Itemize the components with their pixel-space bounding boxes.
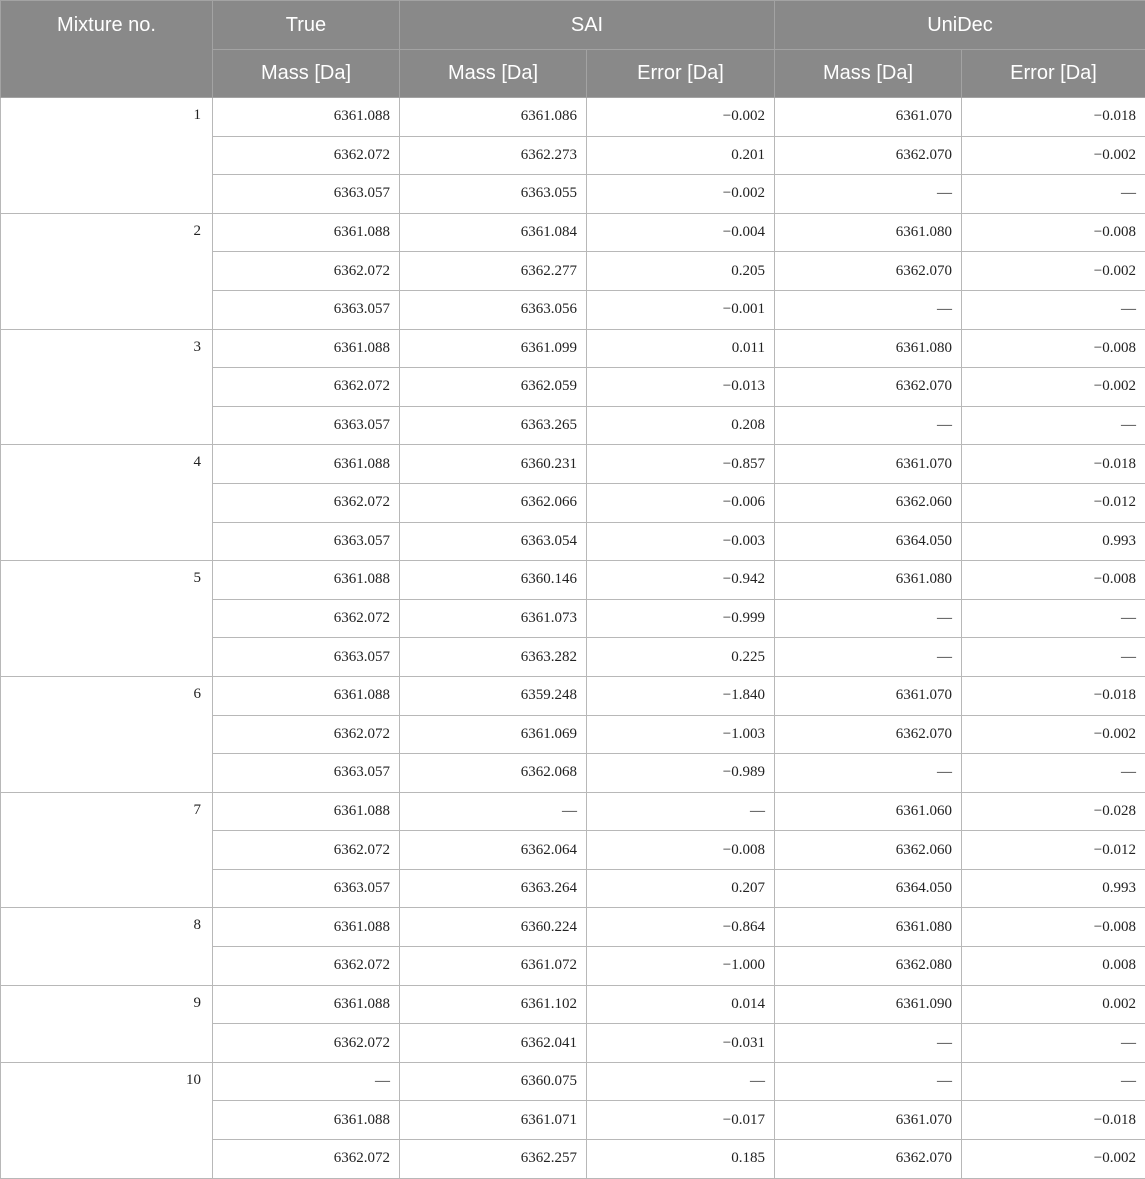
sai-error-cell: 0.014 [587,985,775,1024]
unidec-mass-cell: 6361.080 [775,561,962,600]
true-mass-cell: 6361.088 [213,213,400,252]
unidec-error-cell: −0.008 [962,329,1145,368]
table-row [1,213,1145,252]
unidec-error-cell: — [962,290,1145,329]
sai-mass-cell: 6362.064 [400,831,587,870]
true-mass-cell: — [213,1062,400,1101]
sai-error-cell: −0.008 [587,831,775,870]
mixture-number-cell: 5 [1,561,213,677]
sai-error-cell: −0.942 [587,561,775,600]
table-row [1,676,1145,715]
true-mass-cell: 6361.088 [213,985,400,1024]
true-mass-cell: 6363.057 [213,406,400,445]
sai-mass-cell: 6361.102 [400,985,587,1024]
mixture-number-cell: 2 [1,213,213,329]
unidec-mass-cell: — [775,290,962,329]
sai-mass-cell: 6362.066 [400,483,587,522]
sai-error-cell: — [587,792,775,831]
unidec-error-cell: — [962,175,1145,214]
unidec-error-cell: — [962,1062,1145,1101]
table-row [1,1062,1145,1101]
sai-mass-cell: 6363.282 [400,638,587,677]
unidec-error-cell: −0.008 [962,213,1145,252]
sai-mass-cell: 6361.073 [400,599,587,638]
sai-mass-cell: 6361.072 [400,947,587,986]
sai-mass-cell: 6360.224 [400,908,587,947]
table-row [1,98,1145,137]
sai-error-cell: −0.004 [587,213,775,252]
unidec-mass-cell: 6361.080 [775,329,962,368]
sai-mass-cell: 6363.265 [400,406,587,445]
unidec-error-cell: −0.008 [962,908,1145,947]
mixture-number-cell: 3 [1,329,213,445]
unidec-mass-cell: 6361.090 [775,985,962,1024]
sai-error-cell: −0.006 [587,483,775,522]
unidec-mass-cell: 6361.070 [775,98,962,137]
header-unidec-mass: Mass [Da] [775,50,962,98]
mixture-number-cell: 7 [1,792,213,908]
sai-error-cell: 0.201 [587,136,775,175]
sai-error-cell: — [587,1062,775,1101]
unidec-mass-cell: 6362.080 [775,947,962,986]
true-mass-cell: 6361.088 [213,792,400,831]
true-mass-cell: 6361.088 [213,445,400,484]
sai-error-cell: 0.011 [587,329,775,368]
unidec-error-cell: — [962,754,1145,793]
table-row [1,445,1145,484]
sai-error-cell: 0.185 [587,1140,775,1179]
mixture-number-cell: 9 [1,985,213,1062]
sai-mass-cell: 6363.055 [400,175,587,214]
sai-mass-cell: 6363.264 [400,869,587,908]
table-row [1,792,1145,831]
sai-mass-cell: 6361.071 [400,1101,587,1140]
table-row [1,908,1145,947]
true-mass-cell: 6361.088 [213,561,400,600]
sai-mass-cell: 6359.248 [400,676,587,715]
unidec-mass-cell: 6362.070 [775,368,962,407]
true-mass-cell: 6361.088 [213,98,400,137]
sai-error-cell: −0.857 [587,445,775,484]
true-mass-cell: 6361.088 [213,676,400,715]
true-mass-cell: 6363.057 [213,754,400,793]
unidec-mass-cell: — [775,1062,962,1101]
header-sai-mass: Mass [Da] [400,50,587,98]
unidec-error-cell: 0.002 [962,985,1145,1024]
true-mass-cell: 6362.072 [213,136,400,175]
true-mass-cell: 6362.072 [213,831,400,870]
header-row-top [1,1,1145,50]
unidec-error-cell: — [962,406,1145,445]
true-mass-cell: 6361.088 [213,329,400,368]
true-mass-cell: 6361.088 [213,908,400,947]
true-mass-cell: 6361.088 [213,1101,400,1140]
sai-mass-cell: 6362.059 [400,368,587,407]
unidec-error-cell: −0.018 [962,676,1145,715]
true-mass-cell: 6362.072 [213,1024,400,1063]
table-header [1,1,1145,98]
sai-error-cell: −0.999 [587,599,775,638]
unidec-mass-cell: 6364.050 [775,522,962,561]
sai-mass-cell: 6363.054 [400,522,587,561]
sai-mass-cell: — [400,792,587,831]
sai-mass-cell: 6361.069 [400,715,587,754]
unidec-error-cell: — [962,1024,1145,1063]
sai-error-cell: −0.864 [587,908,775,947]
sai-mass-cell: 6362.068 [400,754,587,793]
table-row [1,985,1145,1024]
unidec-mass-cell: — [775,1024,962,1063]
sai-mass-cell: 6362.273 [400,136,587,175]
true-mass-cell: 6362.072 [213,252,400,291]
mixture-number-cell: 1 [1,98,213,214]
unidec-error-cell: −0.018 [962,1101,1145,1140]
unidec-mass-cell: 6362.070 [775,1140,962,1179]
unidec-mass-cell: 6361.080 [775,213,962,252]
table-row [1,561,1145,600]
sai-error-cell: 0.207 [587,869,775,908]
unidec-error-cell: −0.008 [962,561,1145,600]
unidec-mass-cell: — [775,599,962,638]
sai-mass-cell: 6360.146 [400,561,587,600]
header-true: True [213,1,400,50]
true-mass-cell: 6362.072 [213,599,400,638]
unidec-mass-cell: 6362.060 [775,831,962,870]
sai-mass-cell: 6362.041 [400,1024,587,1063]
unidec-error-cell: −0.002 [962,136,1145,175]
sai-error-cell: −0.013 [587,368,775,407]
mixture-number-cell: 6 [1,676,213,792]
mixture-number-cell: 10 [1,1062,213,1178]
sai-error-cell: −1.000 [587,947,775,986]
unidec-error-cell: −0.002 [962,368,1145,407]
unidec-error-cell: — [962,599,1145,638]
sai-error-cell: −0.017 [587,1101,775,1140]
unidec-mass-cell: 6362.070 [775,252,962,291]
header-true-mass: Mass [Da] [213,50,400,98]
table-body [1,98,1145,1179]
unidec-error-cell: −0.002 [962,715,1145,754]
sai-mass-cell: 6363.056 [400,290,587,329]
unidec-error-cell: −0.018 [962,445,1145,484]
mixture-number-cell: 8 [1,908,213,985]
sai-error-cell: −0.002 [587,98,775,137]
header-unidec: UniDec [775,1,1145,50]
unidec-error-cell: 0.008 [962,947,1145,986]
sai-mass-cell: 6361.099 [400,329,587,368]
sai-mass-cell: 6360.075 [400,1062,587,1101]
sai-mass-cell: 6361.086 [400,98,587,137]
mixture-number-cell: 4 [1,445,213,561]
unidec-mass-cell: 6362.070 [775,136,962,175]
unidec-error-cell: −0.018 [962,98,1145,137]
header-sai-error: Error [Da] [587,50,775,98]
header-mixture-no: Mixture no. [1,1,213,98]
sai-mass-cell: 6360.231 [400,445,587,484]
unidec-error-cell: — [962,638,1145,677]
sai-error-cell: −1.840 [587,676,775,715]
unidec-mass-cell: 6361.060 [775,792,962,831]
table-row [1,329,1145,368]
sai-error-cell: 0.225 [587,638,775,677]
unidec-error-cell: −0.002 [962,252,1145,291]
true-mass-cell: 6362.072 [213,368,400,407]
unidec-error-cell: 0.993 [962,869,1145,908]
unidec-error-cell: −0.028 [962,792,1145,831]
unidec-mass-cell: — [775,175,962,214]
unidec-mass-cell: 6362.060 [775,483,962,522]
true-mass-cell: 6363.057 [213,869,400,908]
unidec-error-cell: −0.012 [962,831,1145,870]
sai-error-cell: −0.002 [587,175,775,214]
unidec-mass-cell: 6362.070 [775,715,962,754]
header-sai: SAI [400,1,775,50]
true-mass-cell: 6363.057 [213,522,400,561]
unidec-error-cell: −0.012 [962,483,1145,522]
sai-error-cell: −0.001 [587,290,775,329]
sai-mass-cell: 6361.084 [400,213,587,252]
header-unidec-error: Error [Da] [962,50,1145,98]
true-mass-cell: 6363.057 [213,175,400,214]
unidec-error-cell: −0.002 [962,1140,1145,1179]
sai-mass-cell: 6362.277 [400,252,587,291]
sai-error-cell: 0.208 [587,406,775,445]
sai-error-cell: 0.205 [587,252,775,291]
sai-error-cell: −0.989 [587,754,775,793]
unidec-mass-cell: — [775,638,962,677]
true-mass-cell: 6363.057 [213,290,400,329]
sai-error-cell: −0.031 [587,1024,775,1063]
unidec-mass-cell: 6364.050 [775,869,962,908]
true-mass-cell: 6362.072 [213,483,400,522]
unidec-mass-cell: 6361.080 [775,908,962,947]
true-mass-cell: 6362.072 [213,947,400,986]
unidec-error-cell: 0.993 [962,522,1145,561]
unidec-mass-cell: 6361.070 [775,676,962,715]
sai-error-cell: −1.003 [587,715,775,754]
true-mass-cell: 6362.072 [213,1140,400,1179]
unidec-mass-cell: — [775,406,962,445]
unidec-mass-cell: 6361.070 [775,1101,962,1140]
true-mass-cell: 6363.057 [213,638,400,677]
unidec-mass-cell: — [775,754,962,793]
unidec-mass-cell: 6361.070 [775,445,962,484]
true-mass-cell: 6362.072 [213,715,400,754]
sai-mass-cell: 6362.257 [400,1140,587,1179]
sai-error-cell: −0.003 [587,522,775,561]
